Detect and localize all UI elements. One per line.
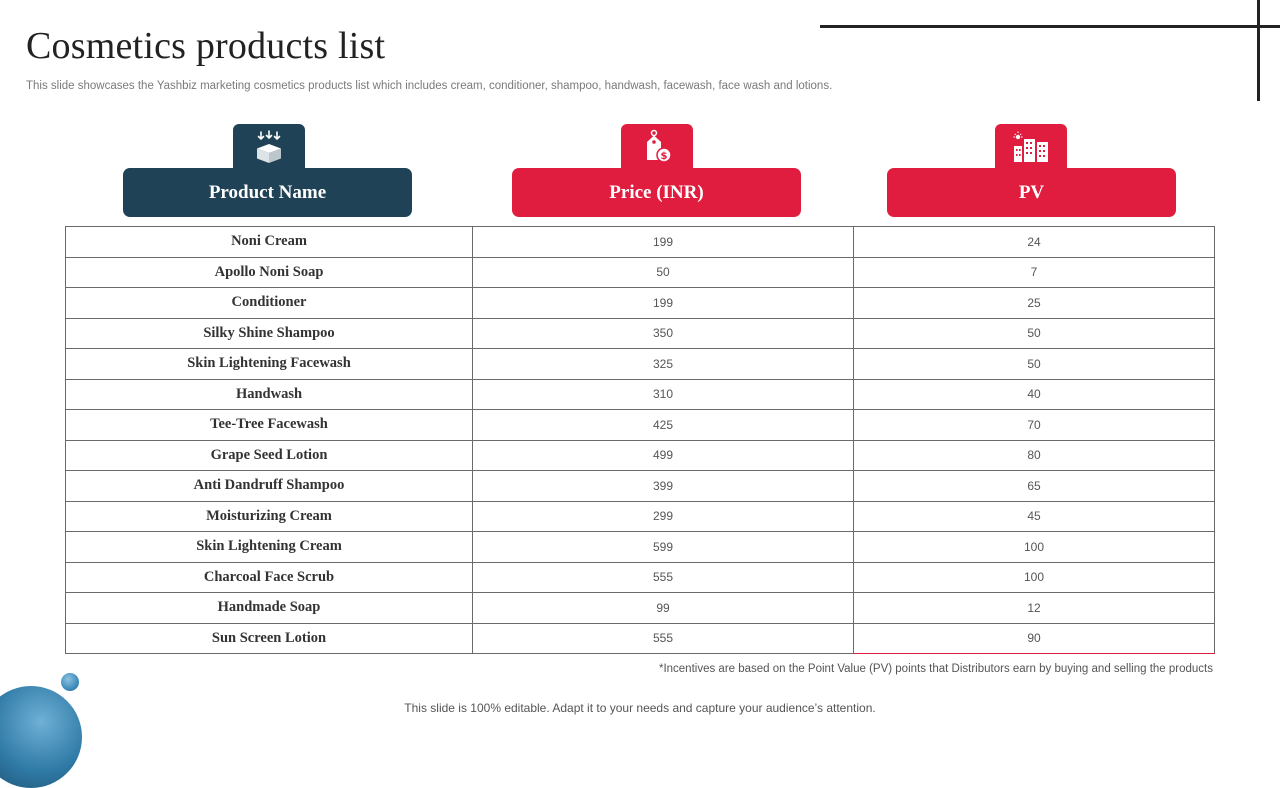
- building-icon: [1013, 131, 1049, 163]
- pv-cell: 25: [854, 288, 1215, 319]
- price-cell: 199: [473, 288, 854, 319]
- product-name-cell: Moisturizing Cream: [66, 501, 473, 532]
- decorative-vertical-line: [1257, 0, 1260, 101]
- price-icon-box: [621, 124, 693, 169]
- product-name-cell: Tee-Tree Facewash: [66, 410, 473, 441]
- price-cell: 425: [473, 410, 854, 441]
- product-name-cell: Handmade Soap: [66, 593, 473, 624]
- table-row: [66, 593, 1215, 624]
- decorative-horizontal-line: [820, 25, 1280, 28]
- table-row: [66, 257, 1215, 288]
- svg-text:$: $: [660, 150, 668, 162]
- column-header-product-name: Product Name: [123, 168, 412, 217]
- pv-cell: 12: [854, 593, 1215, 624]
- pv-cell: 90: [854, 623, 1215, 654]
- table-row: [66, 532, 1215, 563]
- price-tag-icon: [640, 129, 674, 165]
- slide-subtitle: This slide showcases the Yashbiz marketing cosmetics products list which includes cream, conditioner, shampoo, handwash, facewash, face wash and lotions.: [26, 80, 833, 92]
- product-name-cell: Sun Screen Lotion: [66, 623, 473, 654]
- pv-cell: 40: [854, 379, 1215, 410]
- column-header-price: Price (INR): [512, 168, 801, 217]
- product-name-cell: Skin Lightening Cream: [66, 532, 473, 563]
- product-name-cell: Apollo Noni Soap: [66, 257, 473, 288]
- table-row: [66, 349, 1215, 380]
- pv-cell: 65: [854, 471, 1215, 502]
- pv-cell: 80: [854, 440, 1215, 471]
- price-cell: 99: [473, 593, 854, 624]
- price-cell: 50: [473, 257, 854, 288]
- price-cell: 399: [473, 471, 854, 502]
- product-name-cell: Conditioner: [66, 288, 473, 319]
- price-cell: 599: [473, 532, 854, 563]
- price-cell: 499: [473, 440, 854, 471]
- decorative-sphere-small: [61, 673, 79, 691]
- table-row: [66, 562, 1215, 593]
- editable-note: This slide is 100% editable. Adapt it to your needs and capture your audience’s attention.: [404, 701, 876, 715]
- table-row: [66, 379, 1215, 410]
- price-cell: 299: [473, 501, 854, 532]
- table-row: [66, 501, 1215, 532]
- product-name-cell: Anti Dandruff Shampoo: [66, 471, 473, 502]
- incentives-footnote: *Incentives are based on the Point Value (PV) points that Distributors earn by buying and selling the products: [658, 663, 1213, 675]
- table-row: [66, 227, 1215, 258]
- slide-title: Cosmetics products list: [26, 25, 386, 67]
- product-name-cell: Grape Seed Lotion: [66, 440, 473, 471]
- pv-cell: 50: [854, 349, 1215, 380]
- price-cell: 199: [473, 227, 854, 258]
- price-cell: 555: [473, 623, 854, 654]
- open-box-icon: [252, 130, 286, 164]
- product-name-cell: Silky Shine Shampoo: [66, 318, 473, 349]
- table-row: [66, 623, 1215, 654]
- price-cell: 325: [473, 349, 854, 380]
- table-row: [66, 410, 1215, 441]
- price-cell: 310: [473, 379, 854, 410]
- product-name-cell: Skin Lightening Facewash: [66, 349, 473, 380]
- price-cell: 350: [473, 318, 854, 349]
- pv-cell: 45: [854, 501, 1215, 532]
- table-row: [66, 440, 1215, 471]
- pv-cell: 100: [854, 562, 1215, 593]
- pv-cell: 70: [854, 410, 1215, 441]
- product-name-cell: Charcoal Face Scrub: [66, 562, 473, 593]
- product-name-icon-box: [233, 124, 305, 169]
- pv-icon-box: [995, 124, 1067, 169]
- pv-cell: 24: [854, 227, 1215, 258]
- table-row: [66, 288, 1215, 319]
- pv-cell: 100: [854, 532, 1215, 563]
- product-name-cell: Handwash: [66, 379, 473, 410]
- pv-cell: 7: [854, 257, 1215, 288]
- table-row: [66, 471, 1215, 502]
- pv-cell: 50: [854, 318, 1215, 349]
- column-header-pv: PV: [887, 168, 1176, 217]
- products-table-body: [66, 227, 1215, 654]
- table-row: [66, 318, 1215, 349]
- price-cell: 555: [473, 562, 854, 593]
- products-table: [65, 226, 1215, 654]
- product-name-cell: Noni Cream: [66, 227, 473, 258]
